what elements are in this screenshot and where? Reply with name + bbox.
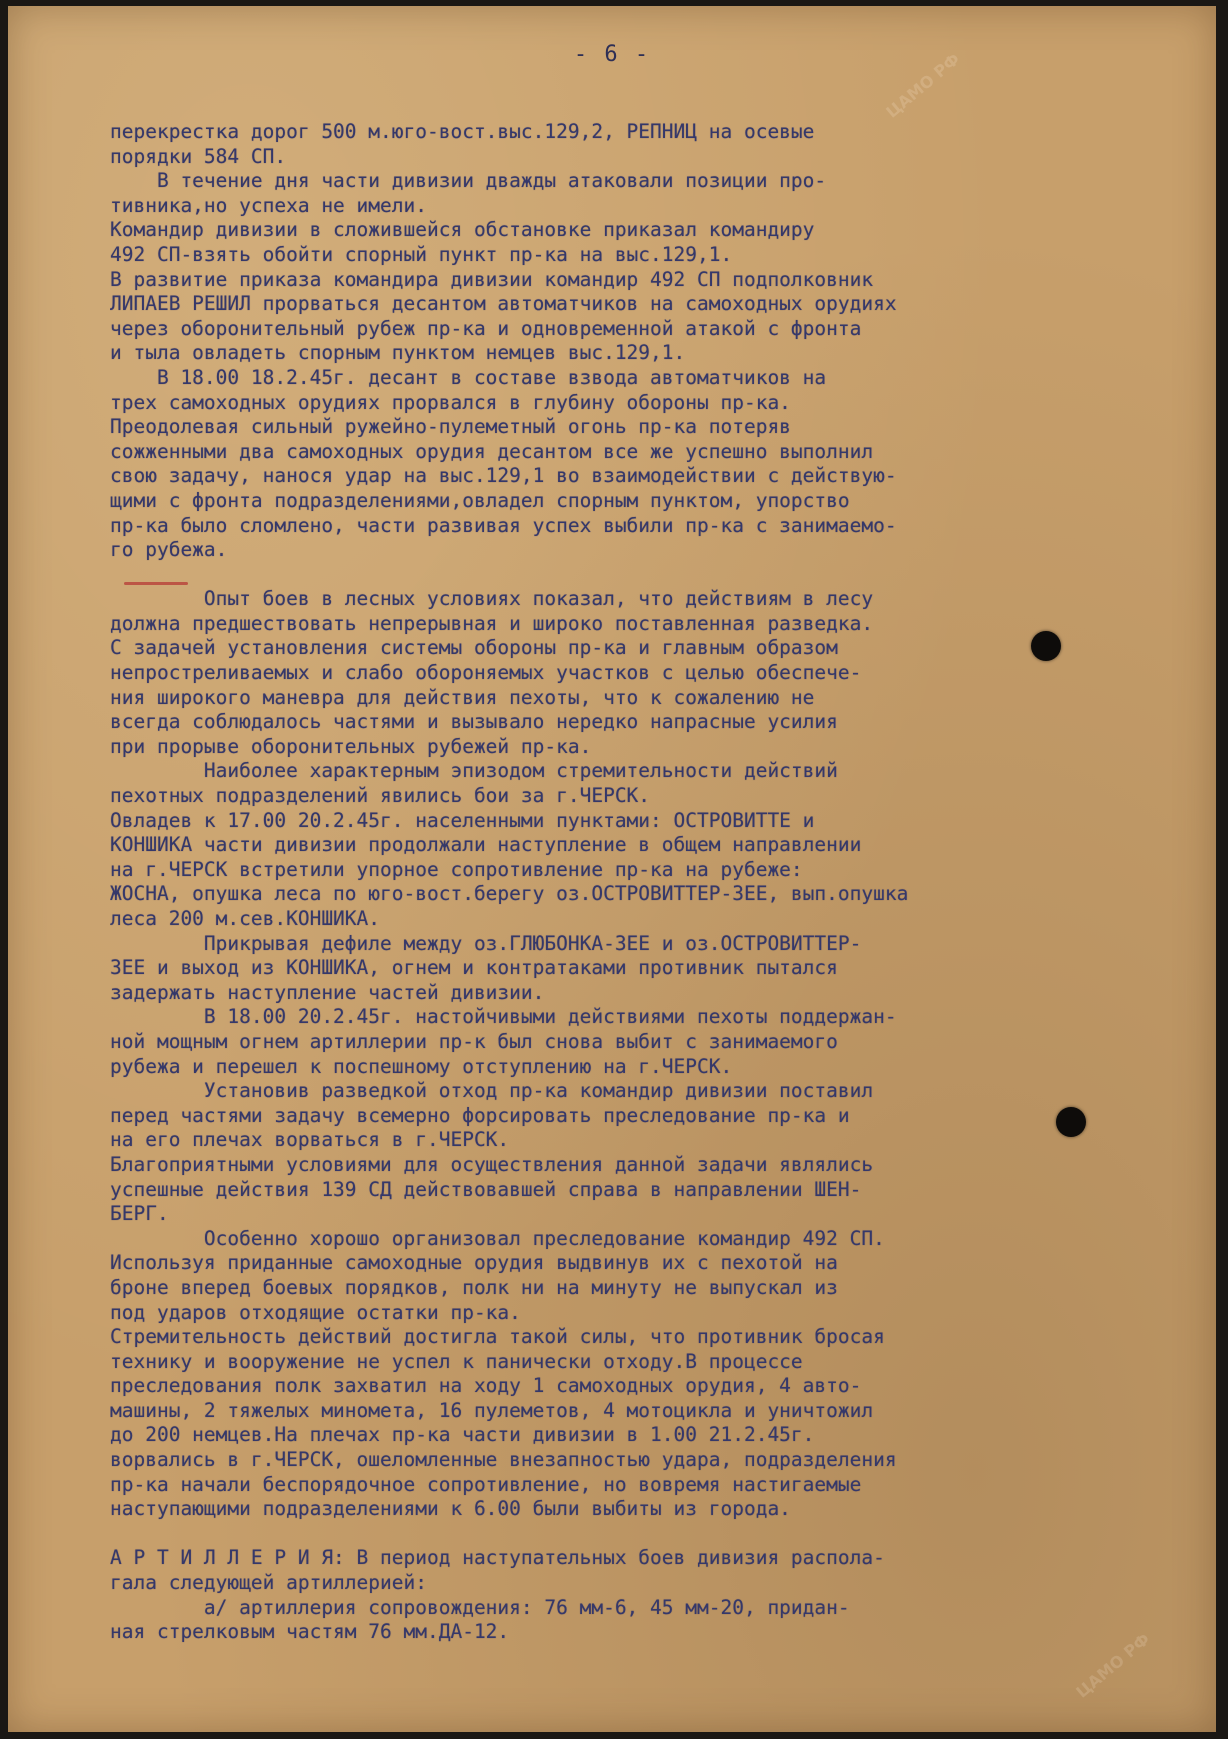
text-line: тивника,но успеха не имели. bbox=[110, 193, 427, 217]
text-line: порядки 584 СП. bbox=[110, 144, 287, 168]
text-line: ворвались в г.ЧЕРСК, ошеломленные внезапностью удара, подразделения bbox=[110, 1448, 897, 1472]
text-line: Используя приданные самоходные орудия выдвинув их с пехотой на bbox=[110, 1251, 838, 1275]
text-line: через оборонительный рубеж пр-ка и одновременной атакой с фронта bbox=[110, 316, 862, 340]
text-line: технику и вооружение не успел к панически отходу.В процессе bbox=[110, 1349, 803, 1373]
text-line: машины, 2 тяжелых миномета, 16 пулеметов, 4 мотоцикла и уничтожил bbox=[110, 1398, 874, 1422]
text-line: Особенно хорошо организовал преследование командир 492 СП. bbox=[110, 1226, 885, 1250]
page-number: - 6 - bbox=[573, 42, 651, 67]
text-line: на г.ЧЕРСК встретили упорное сопротивление пр-ка на рубеже: bbox=[110, 857, 803, 881]
text-line: сожженными два самоходных орудия десантом все же успешно выполнил bbox=[110, 439, 874, 463]
text-line: Овладев к 17.00 20.2.45г. населенными пунктами: ОСТРОВИТТЕ и bbox=[110, 808, 815, 832]
text-line: до 200 немцев.На плечах пр-ка части дивизии в 1.00 21.2.45г. bbox=[110, 1423, 815, 1447]
document-body bbox=[110, 120, 1200, 1645]
text-line: должна предшествовать непрерывная и широко поставленная разведка. bbox=[110, 611, 874, 635]
document-sheet bbox=[8, 6, 1216, 1732]
text-line: перекрестка дорог 500 м.юго-вост.выс.129,2, РЕПНИЦ на осевые bbox=[110, 120, 815, 143]
text-line: В течение дня части дивизии дважды атаковали позиции про- bbox=[110, 169, 827, 193]
text-line: пр-ка начали беспорядочное сопротивление, но вовремя настигаемые bbox=[110, 1472, 862, 1496]
text-line: В 18.00 20.2.45г. настойчивыми действиями пехоты поддержан- bbox=[110, 1005, 897, 1029]
text-line: трех самоходных орудиях прорвался в глубину обороны пр-ка. bbox=[110, 390, 791, 414]
text-line: ной мощным огнем артиллерии пр-к был снова выбит с занимаемого bbox=[110, 1029, 838, 1053]
text-line: Установив разведкой отход пр-ка командир дивизии поставил bbox=[110, 1079, 874, 1103]
text-line: при прорыве оборонительных рубежей пр-ка. bbox=[110, 734, 592, 758]
text-line: ная стрелковым частям 76 мм.ДА-12. bbox=[110, 1620, 510, 1644]
text-line: ЖОСНА, опушка леса по юго-вост.берегу оз.ОСТРОВИТТЕР-ЗЕЕ, вып.опушка bbox=[110, 882, 909, 906]
text-line: под ударов отходящие остатки пр-ка. bbox=[110, 1300, 521, 1324]
text-line: пехотных подразделений явились бои за г.ЧЕРСК. bbox=[110, 784, 651, 808]
text-line: В 18.00 18.2.45г. десант в составе взвода автоматчиков на bbox=[110, 365, 827, 389]
text-line: на его плечах ворваться в г.ЧЕРСК. bbox=[110, 1128, 510, 1152]
text-line: леса 200 м.сев.КОНШИКА. bbox=[110, 907, 381, 930]
text-line: го рубежа. bbox=[110, 538, 228, 562]
text-line: гала следующей артиллерией: bbox=[110, 1571, 427, 1595]
text-line: А Р Т И Л Л Е Р И Я: В период наступательных боев дивизия распола- bbox=[110, 1546, 885, 1570]
text-line: Благоприятными условиями для осуществления данной задачи являлись bbox=[110, 1152, 874, 1176]
text-line: С задачей установления системы обороны пр-ка и главным образом bbox=[110, 636, 838, 660]
text-line: ния широкого маневра для действия пехоты, что к сожалению не bbox=[110, 685, 815, 709]
text-line: задержать наступление частей дивизии. bbox=[110, 980, 545, 1004]
text-line: В развитие приказа командира дивизии командир 492 СП подполковник bbox=[110, 267, 874, 291]
text-line: преследования полк захватил на ходу 1 самоходных орудия, 4 авто- bbox=[110, 1374, 862, 1398]
text-line: перед частями задачу всемерно форсировать преследование пр-ка и bbox=[110, 1103, 850, 1127]
text-line: щими с фронта подразделениями,овладел спорным пунктом, упорство bbox=[110, 488, 850, 512]
text-line: всегда соблюдалось частями и вызывало нередко напрасные усилия bbox=[110, 710, 838, 734]
watermark: ЦАМО РФ bbox=[882, 49, 964, 122]
text-line: а/ артиллерия сопровождения: 76 мм-6, 45 мм-20, придан- bbox=[110, 1595, 850, 1619]
text-line: и тыла овладеть спорным пунктом немцев выс.129,1. bbox=[110, 341, 686, 365]
text-line: Прикрывая дефиле между оз.ГЛЮБОНКА-ЗЕЕ и оз.ОСТРОВИТТЕР- bbox=[110, 931, 862, 955]
text-line: Стремительность действий достигла такой силы, что противник бросая bbox=[110, 1325, 885, 1349]
text-line: пр-ка было сломлено, части развивая успех выбили пр-ка с занимаемо- bbox=[110, 513, 897, 537]
text-line: БЕРГ. bbox=[110, 1202, 169, 1226]
text-line: броне вперед боевых порядков, полк ни на минуту не выпускал из bbox=[110, 1275, 838, 1299]
text-line: непростреливаемых и слабо обороняемых участков с целью обеспече- bbox=[110, 661, 862, 685]
text-line: рубежа и перешел к поспешному отступлению на г.ЧЕРСК. bbox=[110, 1054, 733, 1078]
text-line: Наиболее характерным эпизодом стремительности действий bbox=[110, 759, 838, 783]
text-line: ЛИПАЕВ РЕШИЛ прорваться десантом автоматчиков на самоходных орудиях bbox=[110, 292, 897, 316]
text-line: наступающими подразделениями к 6.00 были выбиты из города. bbox=[110, 1497, 791, 1521]
text-line: Командир дивизии в сложившейся обстановке приказал командиру bbox=[110, 218, 815, 242]
watermark: ЦАМО РФ bbox=[1072, 1629, 1154, 1702]
blank-line bbox=[110, 1522, 1200, 1547]
text-line: 492 СП-взять обойти спорный пункт пр-ка на выс.129,1. bbox=[110, 242, 733, 266]
text-line: Преодолевая сильный ружейно-пулеметный огонь пр-ка потеряв bbox=[110, 415, 791, 439]
blank-line bbox=[110, 563, 1200, 588]
text-line: успешные действия 139 СД действовавшей справа в направлении ШЕН- bbox=[110, 1177, 862, 1201]
text-line: ЗЕЕ и выход из КОНШИКА, огнем и контратаками противник пытался bbox=[110, 956, 838, 980]
text-line: свою задачу, нанося удар на выс.129,1 во взаимодействии с действую- bbox=[110, 464, 897, 488]
text-line: КОНШИКА части дивизии продолжали наступление в общем направлении bbox=[110, 833, 862, 857]
text-line: Опыт боев в лесных условиях показал, что действиям в лесу bbox=[110, 587, 874, 611]
